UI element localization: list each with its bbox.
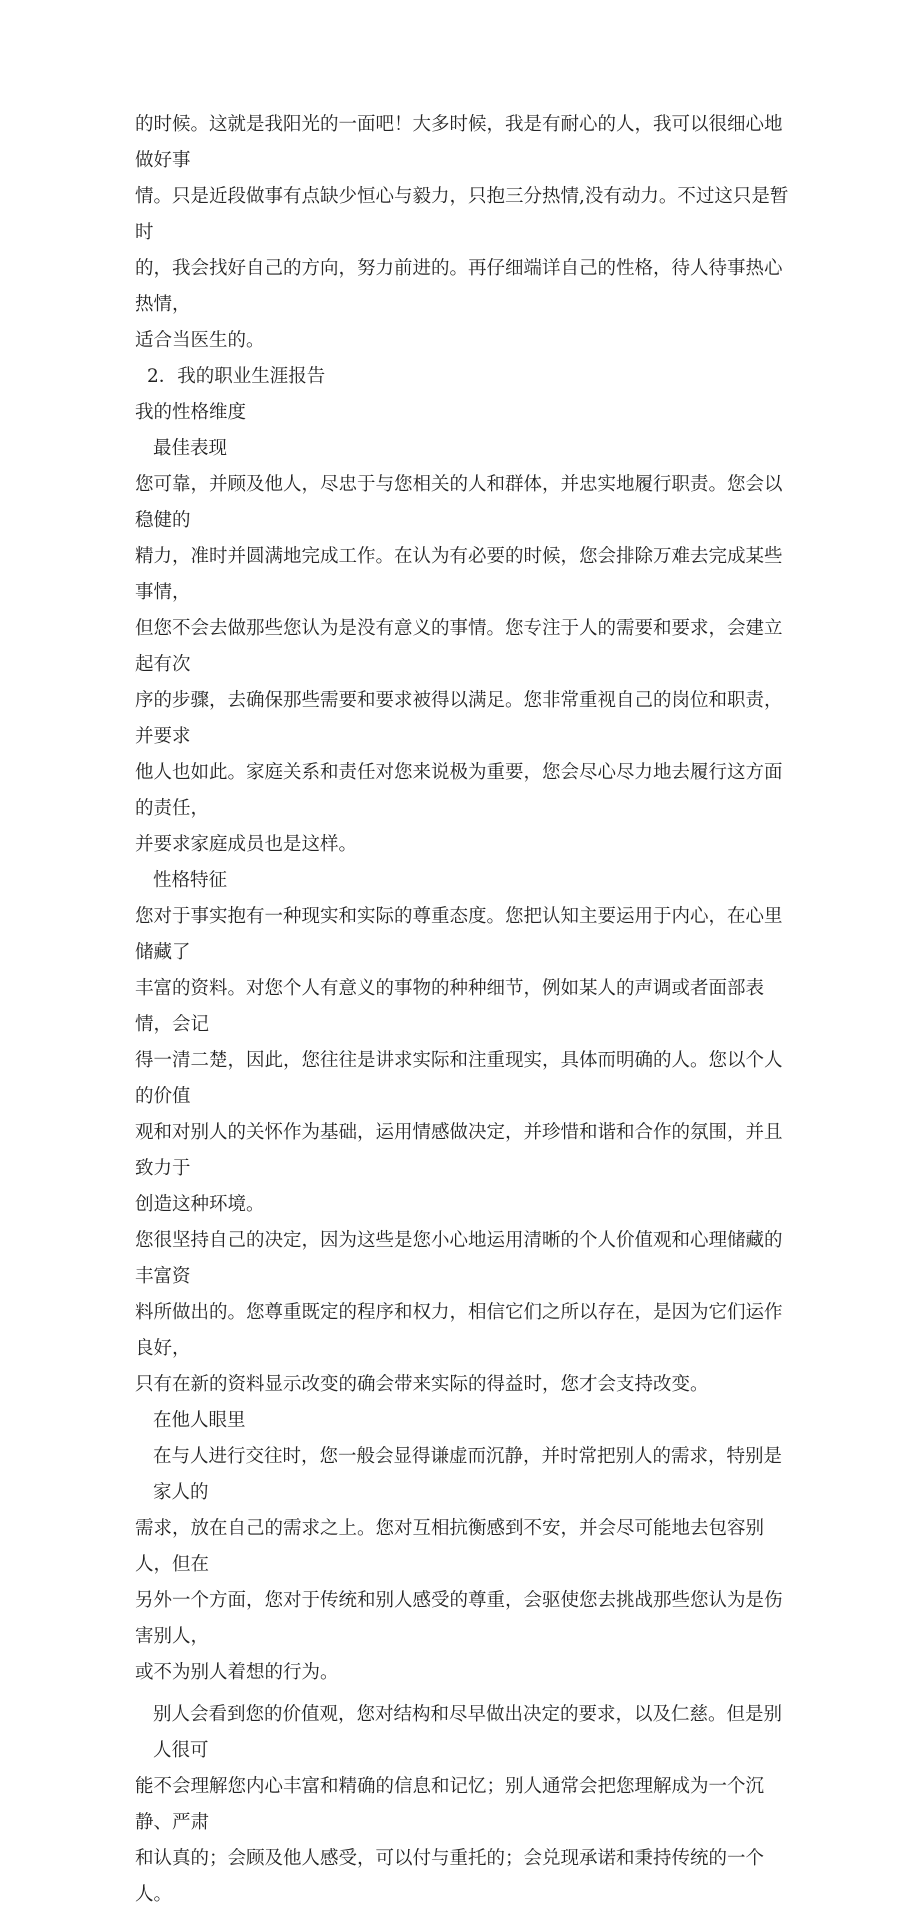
- text-line: 创造这种环境。: [135, 1194, 265, 1215]
- paragraph-intro-continuation: [135, 107, 795, 359]
- text-line: 您对于事实抱有一种现实和实际的尊重态度。您把认知主要运用于内心，在心里储藏了: [135, 906, 783, 963]
- text-line: 您可靠，并顾及他人，尽忠于与您相关的人和群体，并忠实地履行职责。您会以稳健的: [135, 474, 783, 531]
- subheading-best-performance: 最佳表现: [153, 438, 228, 459]
- paragraph-best-performance: [135, 467, 795, 863]
- document-body: [135, 107, 795, 1913]
- text-line: 能不会理解您内心丰富和精确的信息和记忆；别人通常会把您理解成为一个沉静、严肃: [135, 1776, 765, 1833]
- text-line: 的时候。这就是我阳光的一面吧！大多时候，我是有耐心的人，我可以很细心地做好事: [135, 114, 783, 171]
- text-line: 需求，放在自己的需求之上。您对互相抗衡感到不安，并会尽可能地去包容别人，但在: [135, 1518, 765, 1575]
- subheading-personality-traits: 性格特征: [153, 870, 228, 891]
- paragraph-interaction: [135, 1439, 795, 1691]
- text-line: 在与人进行交往时，您一般会显得谦虚而沉静，并时常把别人的需求，特别是家人的: [153, 1446, 783, 1503]
- text-line: 或不为别人着想的行为。: [135, 1662, 339, 1683]
- paragraph-personality-traits: [135, 899, 795, 1223]
- text-line: 但您不会去做那些您认为是没有意义的事情。您专注于人的需要和要求，会建立起有次: [135, 618, 783, 675]
- text-line: 并要求家庭成员也是这样。: [135, 834, 358, 855]
- text-line: 情。只是近段做事有点缺少恒心与毅力，只抱三分热情,没有动力。不过这只是暂时: [135, 186, 789, 243]
- text-line: 适合当医生的。: [135, 330, 265, 351]
- section-heading-personality-dimension: 我的性格维度: [135, 402, 247, 423]
- text-line: 的，我会找好自己的方向，努力前进的。再仔细端详自己的性格，待人待事热心热情，: [135, 258, 783, 315]
- text-line: 观和对别人的关怀作为基础，运用情感做决定，并珍惜和谐和合作的氛围，并且致力于: [135, 1122, 783, 1179]
- text-line: 他人也如此。家庭关系和责任对您来说极为重要，您会尽心尽力地去履行这方面的责任，: [135, 762, 783, 819]
- text-line: 料所做出的。您尊重既定的程序和权力，相信它们之所以存在，是因为它们运作良好，: [135, 1302, 783, 1359]
- text-line: 和认真的；会顾及他人感受，可以付与重托的；会兑现承诺和秉持传统的一个人。: [135, 1848, 765, 1905]
- text-line: 您很坚持自己的决定，因为这些是您小心地运用清晰的个人价值观和心理储藏的丰富资: [135, 1230, 783, 1287]
- text-line: 别人会看到您的价值观，您对结构和尽早做出决定的要求，以及仁慈。但是别人很可: [153, 1704, 783, 1761]
- text-line: 另外一个方面，您对于传统和别人感受的尊重，会驱使您去挑战那些您认为是伤害别人，: [135, 1590, 783, 1647]
- text-line: 序的步骤，去确保那些需要和要求被得以满足。您非常重视自己的岗位和职责，并要求: [135, 690, 783, 747]
- paragraph-decisions: [135, 1223, 795, 1403]
- paragraph-others-view: [135, 1697, 795, 1913]
- text-line: 得一清二楚，因此，您往往是讲求实际和注重现实，具体而明确的人。您以个人的价值: [135, 1050, 783, 1107]
- subheading-in-others-eyes: 在他人眼里: [153, 1410, 246, 1431]
- section-heading-career-report: 2．我的职业生涯报告: [147, 366, 326, 387]
- text-line: 精力，准时并圆满地完成工作。在认为有必要的时候，您会排除万难去完成某些事情，: [135, 546, 783, 603]
- text-line: 丰富的资料。对您个人有意义的事物的种种细节，例如某人的声调或者面部表情，会记: [135, 978, 765, 1035]
- text-line: 只有在新的资料显示改变的确会带来实际的得益时，您才会支持改变。: [135, 1374, 709, 1395]
